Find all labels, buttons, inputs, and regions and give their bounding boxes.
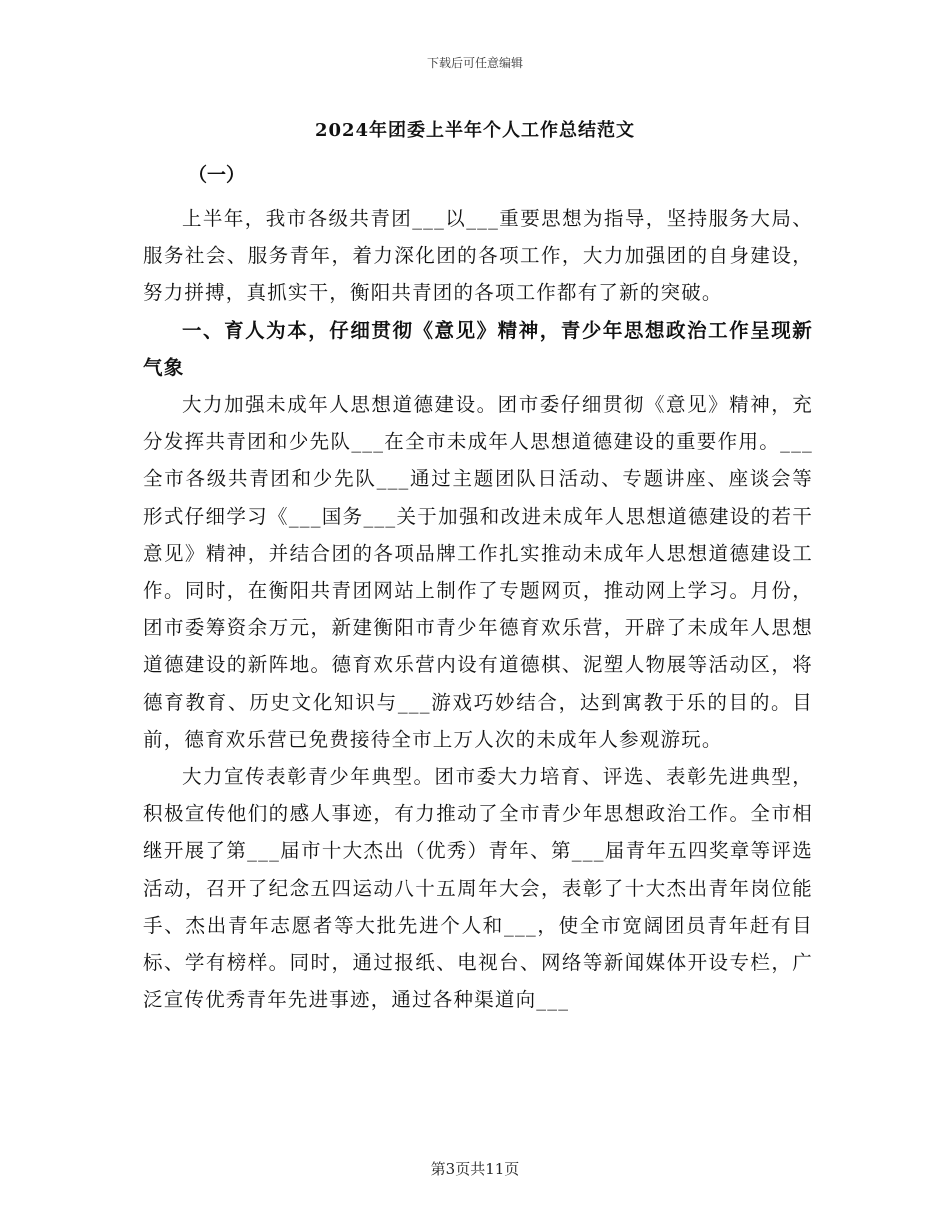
page-number: 第3页共11页 [430,1160,520,1178]
document-title: 2024年团委上半年个人工作总结范文 [314,120,636,141]
document-body [143,200,813,1018]
section-heading-1: 一、育人为本，仔细贯彻《意见》精神，青少年思想政治工作呈现新气象 [143,318,813,379]
paragraph-intro: 上半年，我市各级共青团___以___重要思想为指导，坚持服务大局、服务社会、服务青年，着力深化团的各项工作，大力加强团的自身建设，努力拼搏，真抓实干，衡阳共青团的各项工作都有了新的突破。 [143,207,813,305]
paragraph-youth-models: 大力宣传表彰青少年典型。团市委大力培育、评选、表彰先进典型，积极宣传他们的感人事迹，有力推动了全市青少年思想政治工作。全市相继开展了第___届市十大杰出（优秀）青年、第___届青年五四奖章等评选活动，召开了纪念五四运动八十五周年大会，表彰了十大杰出青年岗位能手、杰出青年志愿者等大批先进个人和___，使全市宽阔团员青年赶有目标、学有榜样。同时，通过报纸、电视台、网络等新闻媒体开设专栏，广泛宣传优秀青年先进事迹，通过各种渠道向___ [143,765,813,1012]
page-header-note: 下载后可任意编辑 [426,56,523,70]
section-marker: （一） [188,164,246,186]
paragraph-moral-education: 大力加强未成年人思想道德建设。团市委仔细贯彻《意见》精神，充分发挥共青团和少先队___在全市未成年人思想道德建设的重要作用。___全市各级共青团和少先队___通过主题团队日活动、专题讲座、座谈会等形式仔细学习《___国务___关于加强和改进未成年人思想道德建设的若干意见》精神，并结合团的各项品牌工作扎实推动未成年人思想道德建设工作。同时，在衡阳共青团网站上制作了专题网页，推动网上学习。月份，团市委筹资余万元，新建衡阳市青少年德育欢乐营，开辟了未成年人思想道德建设的新阵地。德育欢乐营内设有道德棋、泥塑人物展等活动区，将德育教育、历史文化知识与___游戏巧妙结合，达到寓教于乐的目的。目前，德育欢乐营已免费接待全市上万人次的未成年人参观游玩。 [143,393,813,751]
